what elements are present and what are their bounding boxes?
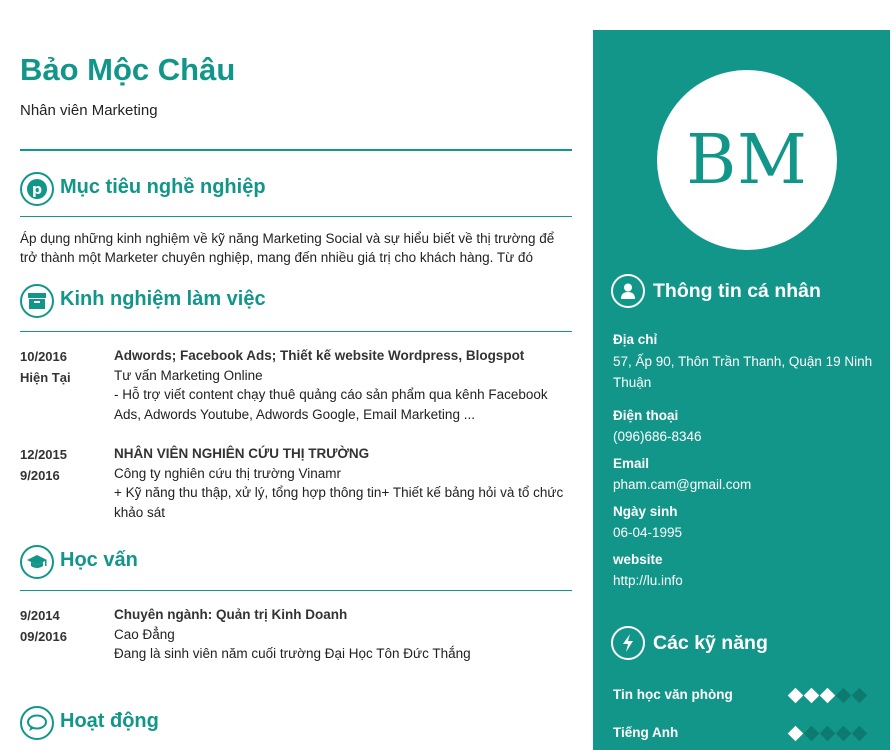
svg-text:p: p — [31, 182, 43, 198]
candidate-role: Nhân viên Marketing — [20, 102, 158, 119]
entry-date-to: 9/2016 — [20, 468, 60, 483]
skill-dot-filled — [804, 688, 820, 704]
education-title: Học vấn — [60, 549, 138, 571]
avatar — [657, 70, 837, 250]
entry-subtitle: Công ty nghiên cứu thị trường Vinamr — [114, 465, 342, 481]
address-value: 57, Ấp 90, Thôn Trần Thanh, Quận 19 Ninh Thuận — [613, 354, 873, 390]
skill-name: Tiếng Anh — [613, 725, 679, 740]
skill-row — [613, 725, 883, 745]
skill-rating — [789, 728, 866, 739]
entry-date — [20, 605, 110, 647]
skill-dot-empty — [820, 726, 836, 742]
skill-dot-filled — [788, 688, 804, 704]
objective-divider — [20, 216, 572, 217]
entry-body — [114, 346, 572, 424]
skills-title: Các kỹ năng — [653, 632, 768, 654]
entry-title: Chuyên ngành: Quản trị Kinh Doanh — [114, 607, 348, 622]
entry-date — [20, 444, 110, 486]
skill-dot-empty — [836, 726, 852, 742]
lightning-icon — [611, 626, 645, 660]
entry-date-to: 09/2016 — [20, 629, 67, 644]
entry-date-from: 10/2016 — [20, 349, 67, 364]
skill-dot-empty — [852, 726, 868, 742]
email-label: Email — [613, 456, 650, 471]
phone-label: Điện thoại — [613, 408, 679, 423]
skill-row — [613, 687, 883, 707]
archive-icon — [20, 284, 54, 318]
objective-section-header — [20, 172, 572, 210]
activities-section-header — [20, 706, 572, 744]
entry-date-to: Hiện Tại — [20, 370, 71, 385]
skill-dot-empty — [852, 688, 868, 704]
entry-subtitle: Cao Đẳng — [114, 626, 175, 642]
experience-divider — [20, 331, 572, 332]
skill-dot-filled — [788, 726, 804, 742]
entry-title: NHÂN VIÊN NGHIÊN CỨU THỊ TRƯỜNG — [114, 446, 370, 461]
skill-rating — [789, 690, 866, 701]
entry-body — [114, 605, 572, 664]
address-label: Địa chỉ — [613, 332, 658, 347]
entry-date-from: 9/2014 — [20, 608, 60, 623]
website-label: website — [613, 552, 663, 567]
website-value: http://lu.info — [613, 573, 683, 588]
skill-dot-empty — [804, 726, 820, 742]
phone-value: (096)686-8346 — [613, 429, 702, 444]
header-divider — [20, 149, 572, 151]
education-section-header — [20, 545, 572, 583]
skills-header — [611, 626, 881, 662]
personal-info-title: Thông tin cá nhân — [653, 280, 821, 302]
entry-subtitle: Tư vấn Marketing Online — [114, 367, 263, 383]
entry-description: + Kỹ năng thu thập, xử lý, tổng hợp thông tin+ Thiết kế bảng hỏi và tổ chức khảo sát — [114, 485, 564, 520]
skill-dot-filled — [820, 688, 836, 704]
personal-info-header — [611, 274, 881, 310]
entry-title: Adwords; Facebook Ads; Thiết kế website Wordpress, Blogspot — [114, 348, 525, 363]
education-divider — [20, 590, 572, 591]
email-value: pham.cam@gmail.com — [613, 477, 752, 492]
objective-text: Áp dụng những kinh nghiệm về kỹ năng Marketing Social và sự hiểu biết về thị trường để trở thành một Marketer chuyên nghiệp, mang đến nhiều giá trị cho khách hàng. Từ đó — [20, 231, 555, 265]
activities-title: Hoạt động — [60, 710, 159, 732]
entry-description: - Hỗ trợ viết content chạy thuê quảng cáo sản phẩm qua kênh Facebook Ads, Adwords Youtube, Adwords Google, Email Marketing ... — [114, 387, 548, 422]
skill-name: Tin học văn phòng — [613, 687, 733, 702]
skill-dot-empty — [836, 688, 852, 704]
entry-date — [20, 346, 110, 388]
entry-date-from: 12/2015 — [20, 447, 67, 462]
birthday-value: 06-04-1995 — [613, 525, 683, 540]
user-icon — [611, 274, 645, 308]
avatar-initials: BM — [686, 120, 808, 200]
entry-description: Đang là sinh viên năm cuối trường Đại Học Tôn Đức Thắng — [114, 646, 471, 661]
entry-body — [114, 444, 572, 522]
experience-section-header — [20, 284, 572, 322]
objective-title: Mục tiêu nghề nghiệp — [60, 176, 266, 198]
sidebar — [593, 30, 890, 750]
speech-bubble-icon — [20, 706, 54, 740]
pinterest-icon — [20, 172, 54, 206]
experience-title: Kinh nghiệm làm việc — [60, 288, 266, 310]
birthday-label: Ngày sinh — [613, 504, 678, 519]
graduation-cap-icon — [20, 545, 54, 579]
candidate-name: Bảo Mộc Châu — [20, 52, 236, 87]
